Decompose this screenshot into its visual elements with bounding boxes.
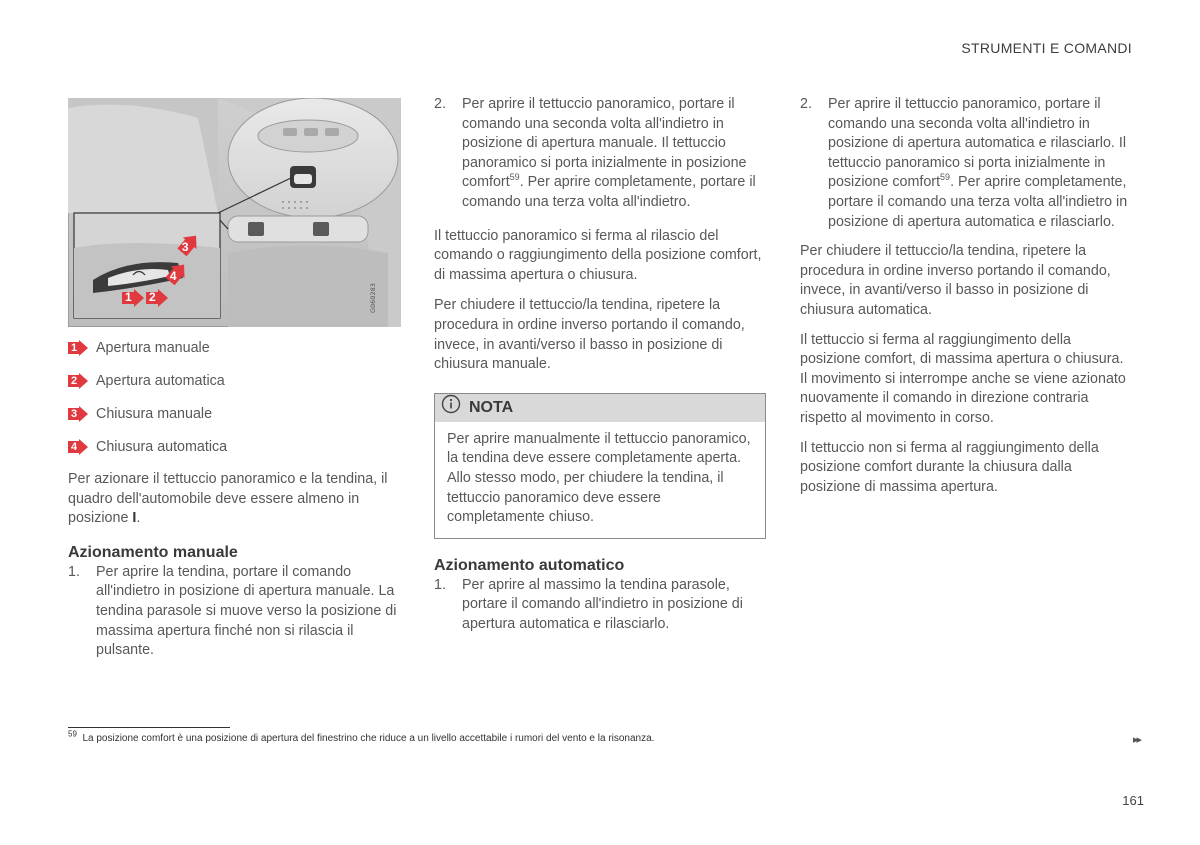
legend-4-label: Chiusura automatica <box>96 439 228 455</box>
note-text: Per aprire manualmente il tettuccio panoramico, la tendina deve essere completamente aperta. Allo stesso modo, per chiudere la tendina, il tettuccio panoramico deve essere completamente chiuso. <box>447 430 751 526</box>
footnote-ref[interactable]: 59 <box>509 172 520 183</box>
footnote <box>68 729 655 744</box>
automatic-step-1: 1. Per aprire al massimo la tendina parasole, portare il comando all'indietro in posizione di apertura automatica e rilasciarlo. <box>434 576 743 632</box>
legend-3-arrow-icon: 3 <box>68 406 88 422</box>
footnote-text: La posizione comfort è una posizione di apertura del finestrino che riduce a un livello accettabile i rumori del vento e la risonanza. <box>82 733 655 744</box>
close-automatic-paragraph: Per chiudere il tettuccio/la tendina, ripetere la procedura in ordine inverso portando il comando, invece, in avanti/verso il basso in posizione di chiusura automatica. <box>800 243 1111 318</box>
figure-id-code: G060283 <box>369 283 377 313</box>
callout-1-arrow <box>122 289 144 307</box>
automatic-step-2: 2. Per aprire il tettuccio panoramico, portare il comando una seconda volta all'indietro in posizione di apertura automatica e rilasciarlo. Il tettuccio panoramico si porta inizialmente in posizione comfort$^{59}$. Per aprire completamente, portare il comando una terza volta all'indietro in posizione di apertura automatica e rilasciarlo. <box>800 96 1128 230</box>
footnote-ref[interactable]: 59 <box>940 172 951 183</box>
note-box <box>434 393 766 539</box>
manual-step-1: 1. Per aprire la tendina, portare il comando all'indietro in posizione di apertura manuale. La tendina parasole si muove verso la posizione di massima apertura finché non si rilascia il pulsante. <box>68 563 397 659</box>
close-manual-paragraph: Per chiudere il tettuccio/la tendina, ripetere la procedura in ordine inverso portando il comando, invece, in avanti/verso il basso in posizione di chiusura manuale. <box>434 297 745 373</box>
legend-2-label: Apertura automatica <box>96 373 225 389</box>
legend-item-3 <box>68 404 401 437</box>
callout-3-label: 3 <box>181 239 189 254</box>
legend-item-4 <box>68 437 401 470</box>
footnote-divider <box>68 727 230 728</box>
manual-operation-heading: Azionamento manuale <box>68 543 238 561</box>
legend-item-2 <box>68 371 401 404</box>
callout-1-label: 1 <box>125 290 132 304</box>
info-icon <box>441 394 461 421</box>
manual-step-2: 2. Per aprire il tettuccio panoramico, portare il comando una seconda volta all'indietro in posizione di apertura manuale. Il tettuccio panoramico si porta inizialmente in posizione comfort$^{59}$. Per aprire completamente, portare il comando una terza volta all'indietro. <box>434 96 756 210</box>
legend-4-arrow-icon: 4 <box>68 439 88 455</box>
stop-reverse-paragraph: Il tettuccio si ferma al raggiungimento della posizione comfort, di massima apertura o chiusura. Il movimento si interrompe anche se viene azionato nuovamente il comando in direzione contraria rispetto al movimento in corso. <box>800 331 1126 426</box>
sunroof-control-illustration <box>68 98 401 327</box>
section-header: STRUMENTI E COMANDI <box>961 40 1132 56</box>
legend-1-arrow-icon: 1 <box>68 340 88 356</box>
note-label: NOTA <box>469 398 514 416</box>
column-1 <box>68 338 401 661</box>
legend-3-label: Chiusura manuale <box>96 406 213 422</box>
overhead-console-drawing <box>68 98 401 327</box>
comfort-closing-paragraph: Il tettuccio non si ferma al raggiungimento della posizione comfort durante la chiusura dalla posizione di massima apertura. <box>800 439 1099 495</box>
column-2 <box>434 95 766 634</box>
legend-item-1 <box>68 338 401 371</box>
intro-paragraph: Per azionare il tettuccio panoramico e la tendina, il quadro dell'automobile deve essere almeno in posizione I. <box>68 471 388 527</box>
next-page-arrow-icon[interactable]: ▸▸ <box>1132 734 1140 746</box>
automatic-operation-heading: Azionamento automatico <box>434 556 625 574</box>
page-number: 161 <box>1122 793 1144 808</box>
footnote-number: 59 <box>68 729 77 739</box>
stop-paragraph: Il tettuccio panoramico si ferma al rilascio del comando o raggiungimento della posizione comfort, di massima apertura o chiusura. <box>434 227 762 283</box>
callout-4-label: 4 <box>169 268 177 283</box>
legend-2-arrow-icon: 2 <box>68 373 88 389</box>
legend-1-label: Apertura manuale <box>96 340 210 356</box>
ignition-position: I <box>132 510 137 527</box>
column-3 <box>800 95 1130 505</box>
note-header <box>435 394 765 422</box>
callout-2-label: 2 <box>149 290 156 304</box>
callout-2-arrow <box>146 289 168 307</box>
